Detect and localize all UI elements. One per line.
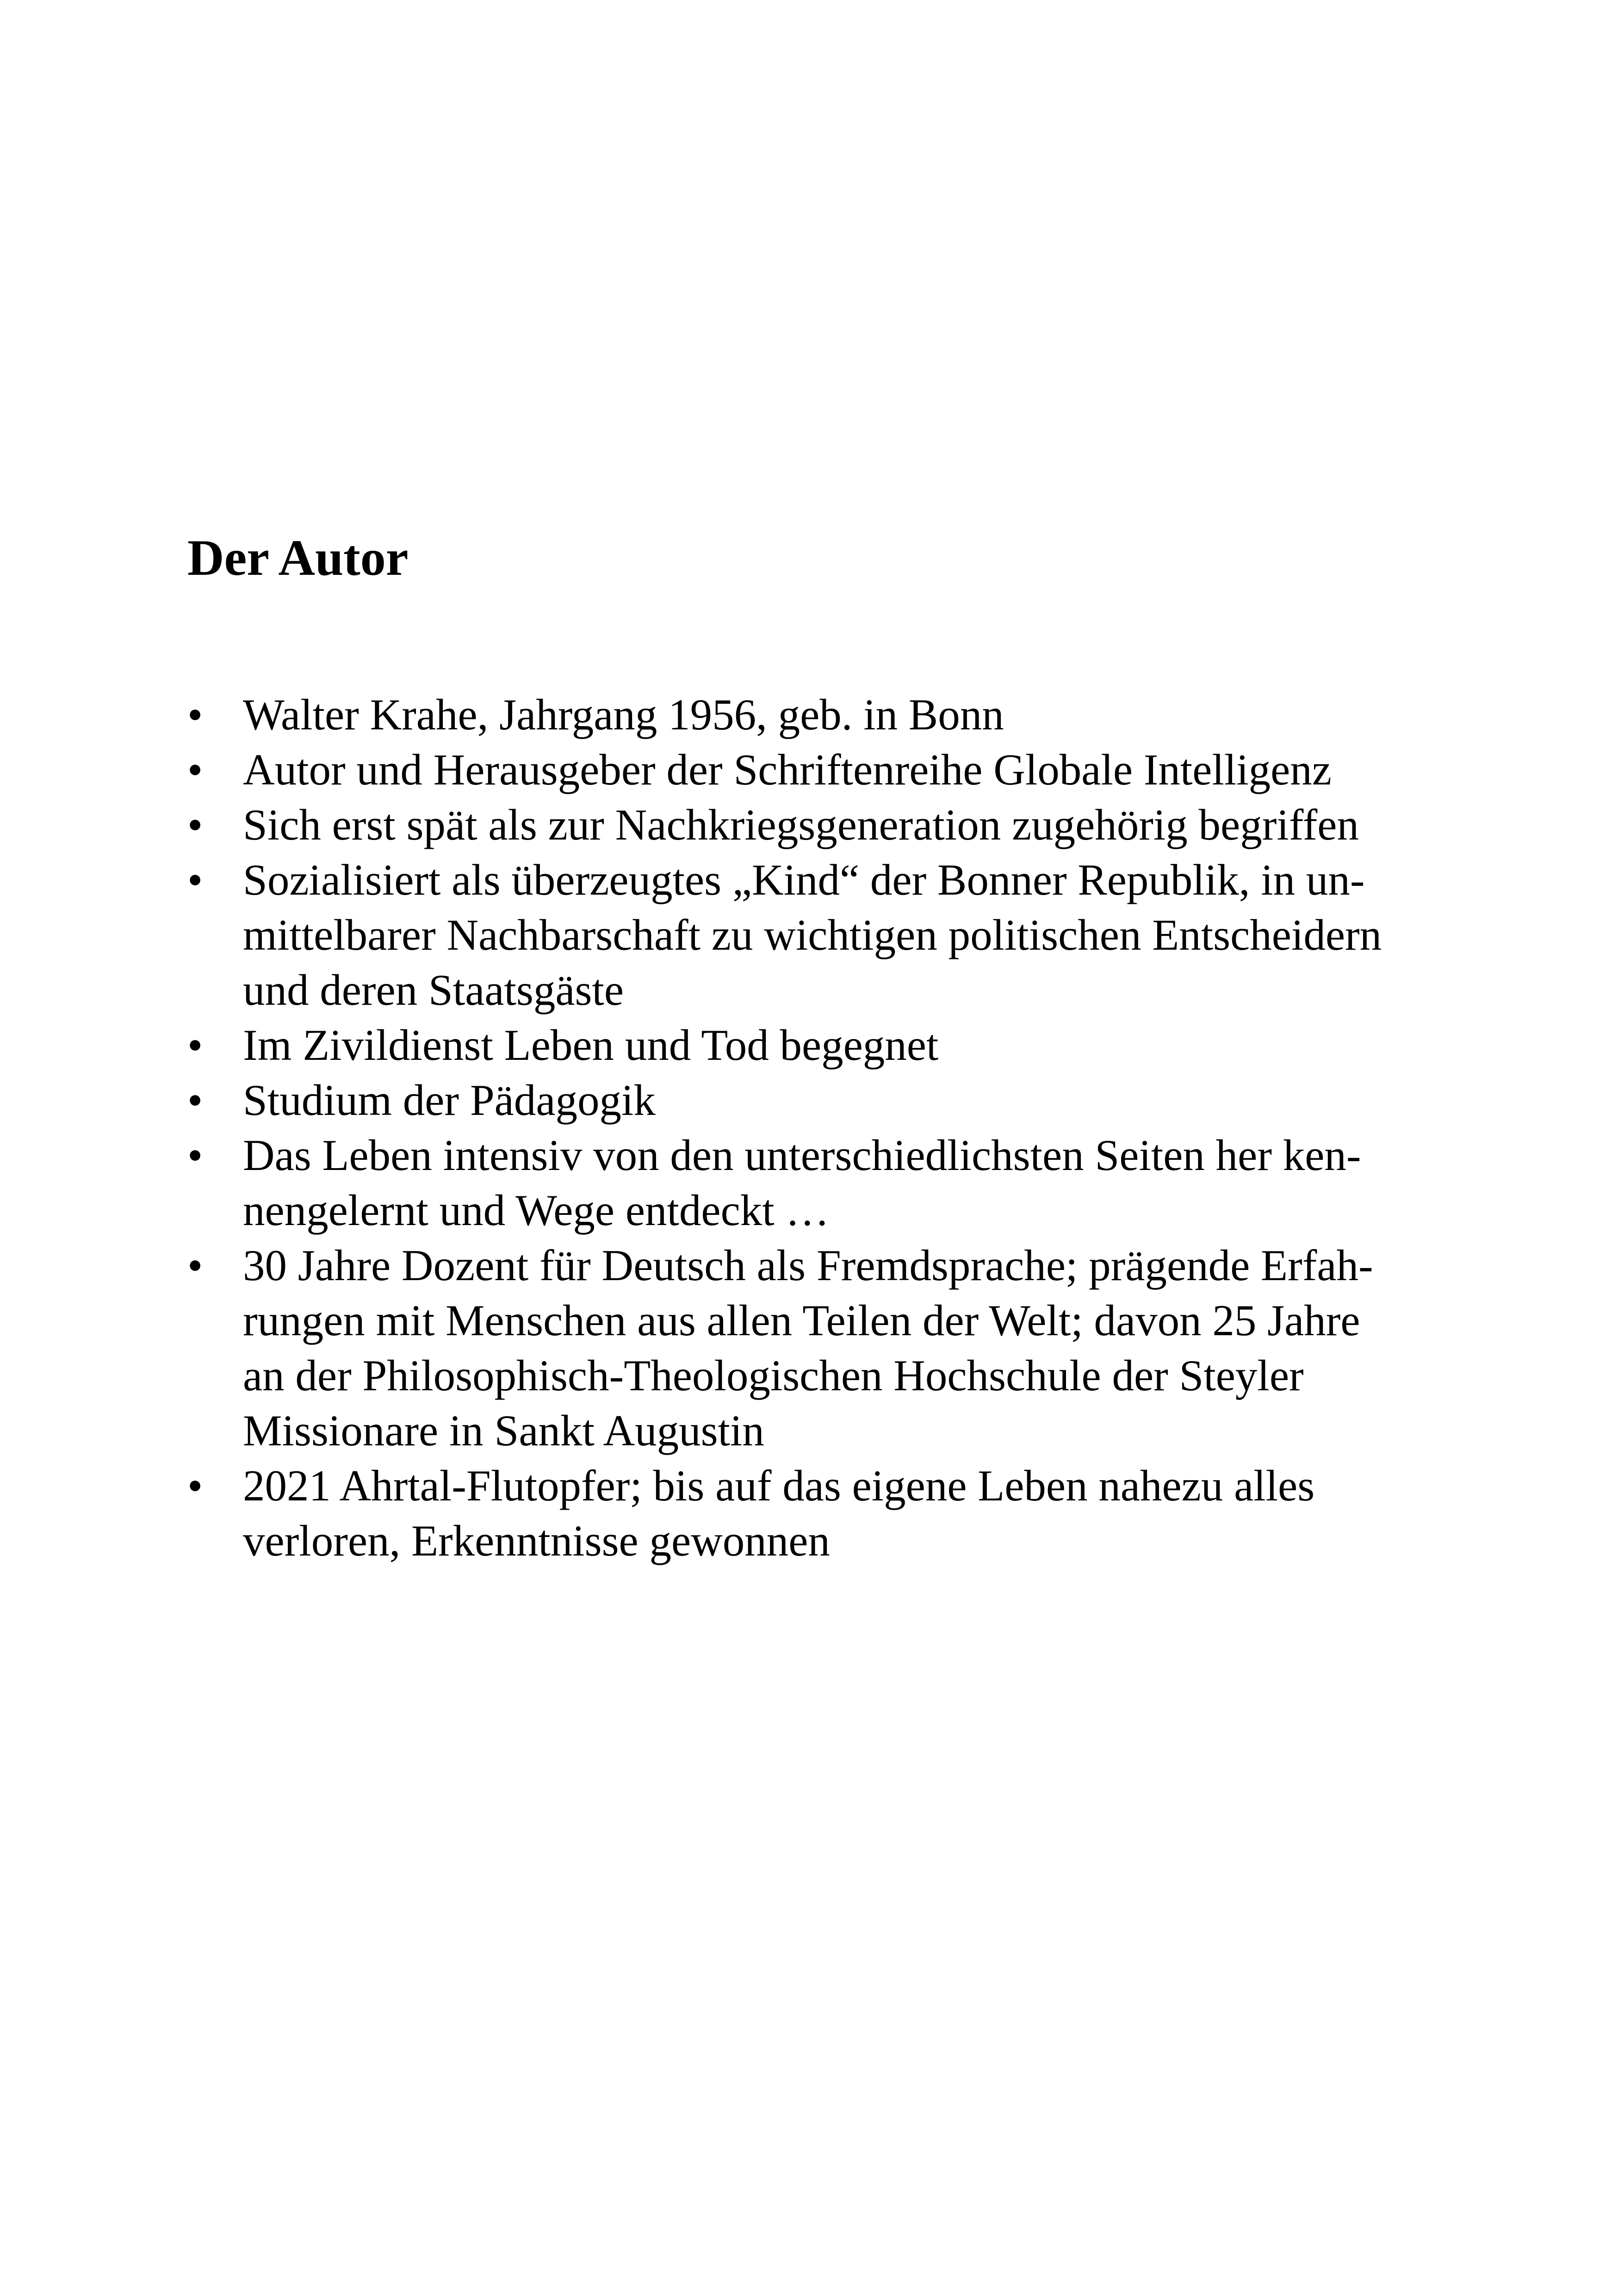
section-heading: Der Autor [187, 529, 409, 586]
list-item [187, 1128, 1460, 1238]
list-item [187, 797, 1460, 852]
list-item-line: Sich erst spät als zur Nachkriegsgeneration zugehörig begriffen [243, 800, 1359, 849]
list-item-line: mittelbarer Nachbarschaft zu wichtigen politischen Entscheidern [243, 910, 1382, 959]
list-item-line: 30 Jahre Dozent für Deutsch als Fremdsprache; prägende Erfah- [243, 1241, 1373, 1290]
list-item-line: Im Zivildienst Leben und Tod begegnet [243, 1020, 939, 1070]
list-item-line: Missionare in Sankt Augustin [243, 1406, 764, 1455]
bullet-icon: • [187, 1020, 203, 1070]
list-item-line: und deren Staatsgäste [243, 965, 624, 1014]
list-item-line: Autor und Herausgeber der Schriftenreihe Globale Intelligenz [243, 745, 1332, 794]
list-item [187, 742, 1460, 797]
bullet-icon: • [187, 1241, 203, 1290]
bullet-icon: • [187, 1461, 203, 1510]
list-item-line: verloren, Erkenntnisse gewonnen [243, 1516, 830, 1565]
bullet-icon: • [187, 1076, 203, 1125]
list-item-line: 2021 Ahrtal-Flutopfer; bis auf das eigene Leben nahezu alles [243, 1461, 1315, 1510]
list-item-line: an der Philosophisch-Theologischen Hochschule der Steyler [243, 1351, 1304, 1400]
bullet-icon: • [187, 745, 203, 794]
list-item [187, 687, 1460, 742]
list-item-line: Sozialisiert als überzeugtes „Kind“ der Bonner Republik, in un- [243, 855, 1365, 904]
bullet-icon: • [187, 855, 203, 904]
list-item [187, 1238, 1460, 1458]
list-item [187, 852, 1460, 1018]
bullet-icon: • [187, 690, 203, 739]
list-item-line: Das Leben intensiv von den unterschiedlichsten Seiten her ken- [243, 1131, 1361, 1180]
list-item [187, 1073, 1460, 1128]
list-item-line: Walter Krahe, Jahrgang 1956, geb. in Bonn [243, 690, 1004, 739]
list-item-line: Studium der Pädagogik [243, 1076, 656, 1125]
author-section [187, 528, 1460, 1565]
list-item [187, 1458, 1460, 1568]
bio-list [187, 687, 1460, 1568]
bullet-icon: • [187, 1131, 203, 1180]
list-item [187, 1018, 1460, 1073]
bullet-icon: • [187, 800, 203, 849]
list-item-line: rungen mit Menschen aus allen Teilen der Welt; davon 25 Jahre [243, 1296, 1360, 1345]
list-item-line: nengelernt und Wege entdeckt … [243, 1186, 830, 1235]
